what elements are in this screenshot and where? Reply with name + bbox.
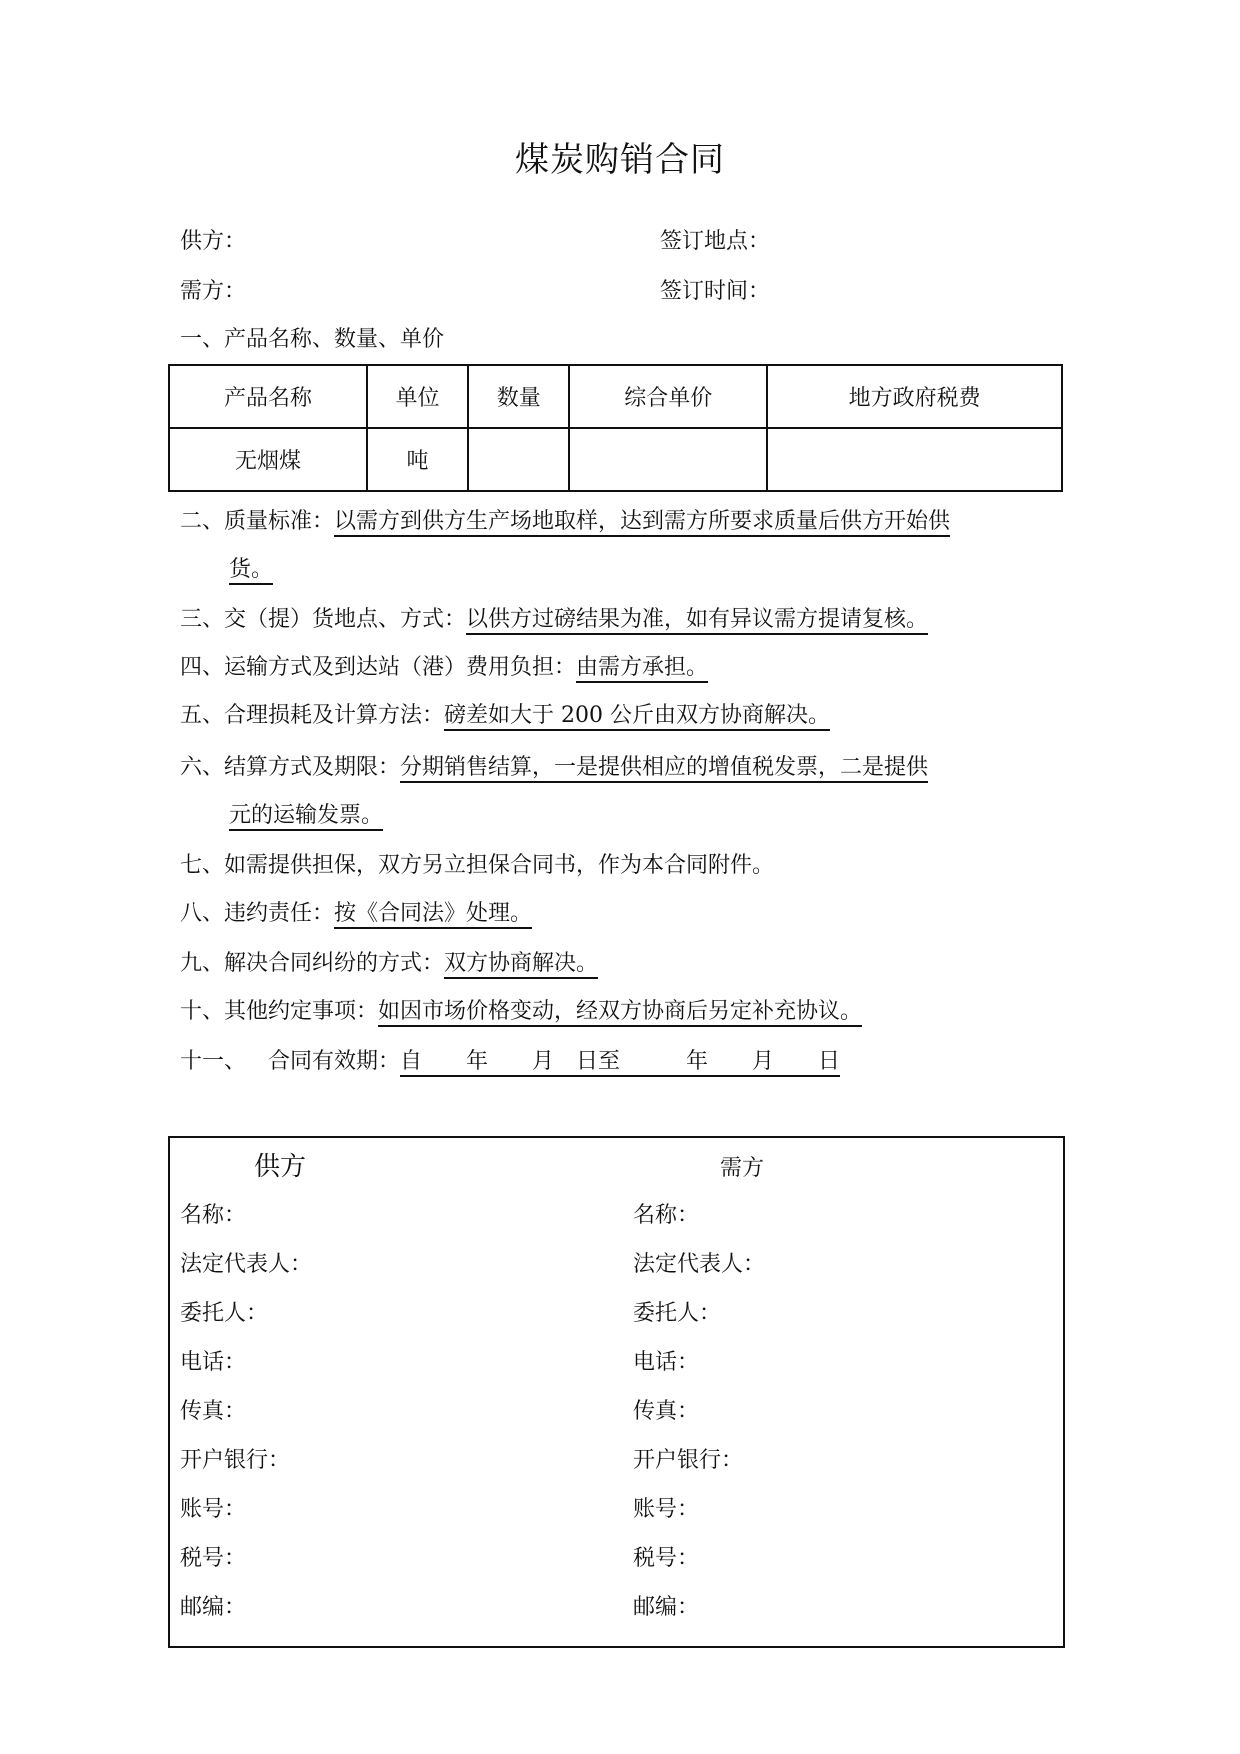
supplier-field: 电话： bbox=[180, 1350, 247, 1375]
clause-2-label: 二、质量标准： bbox=[180, 509, 335, 534]
table-cell: 无烟煤 bbox=[169, 428, 367, 491]
table-cell bbox=[569, 428, 767, 491]
party-info-box bbox=[168, 1136, 1065, 1648]
clause-4-label: 四、运输方式及到达站（港）费用负担： bbox=[180, 655, 577, 680]
table-cell: 吨 bbox=[367, 428, 468, 491]
clause-3 bbox=[180, 604, 928, 636]
clause-2-continued bbox=[229, 554, 273, 586]
supplier-field: 邮编： bbox=[180, 1595, 247, 1620]
clause-3-label: 三、交（提）货地点、方式： bbox=[180, 607, 467, 632]
clause-6-continued bbox=[229, 800, 383, 832]
clause-6-text: 分期销售结算，一是提供相应的增值税发票，二是提供 bbox=[400, 755, 928, 783]
clause-7: 七、如需提供担保，双方另立担保合同书，作为本合同附件。 bbox=[180, 853, 775, 878]
supplier-field: 名称： bbox=[180, 1203, 247, 1228]
table-header-row bbox=[169, 365, 1062, 428]
buyer-field: 电话： bbox=[633, 1350, 700, 1375]
clause-9-label: 九、解决合同纠纷的方式： bbox=[180, 951, 445, 976]
clause-11-label: 十一、 bbox=[180, 1049, 247, 1074]
table-cell bbox=[468, 428, 569, 491]
product-table bbox=[168, 364, 1063, 492]
table-header-cell: 产品名称 bbox=[169, 365, 367, 428]
clause-6 bbox=[180, 752, 928, 784]
clause-9-text: 双方协商解决。 bbox=[444, 951, 598, 979]
table-header-cell: 数量 bbox=[468, 365, 569, 428]
buyer-field: 法定代表人： bbox=[633, 1252, 766, 1277]
clause-3-text: 以供方过磅结果为准，如有异议需方提请复核。 bbox=[466, 607, 928, 635]
clause-2 bbox=[180, 506, 950, 538]
clause-4-text: 由需方承担。 bbox=[576, 655, 708, 683]
clause-10-label: 十、其他约定事项： bbox=[180, 999, 379, 1024]
buyer-field: 邮编： bbox=[633, 1595, 700, 1620]
clause-2-text-cont: 货。 bbox=[229, 557, 273, 585]
clause-11 bbox=[180, 1046, 840, 1078]
supplier-field: 账号： bbox=[180, 1497, 247, 1522]
sign-time-label: 签订时间： bbox=[660, 279, 771, 304]
supplier-field: 委托人： bbox=[180, 1301, 269, 1326]
buyer-field: 税号： bbox=[633, 1546, 700, 1571]
supplier-field: 传真： bbox=[180, 1399, 247, 1424]
clause-8-text: 按《合同法》处理。 bbox=[334, 901, 532, 929]
buyer-field: 名称： bbox=[633, 1203, 700, 1228]
table-header-cell: 单位 bbox=[367, 365, 468, 428]
table-header-cell: 综合单价 bbox=[569, 365, 767, 428]
buyer-field: 委托人： bbox=[633, 1301, 722, 1326]
buyer-heading: 需方 bbox=[720, 1156, 765, 1181]
document-title: 煤炭购销合同 bbox=[515, 140, 725, 180]
clause-10 bbox=[180, 996, 862, 1028]
clause-10-text: 如因市场价格变动，经双方协商后另定补充协议。 bbox=[378, 999, 862, 1027]
table-cell bbox=[767, 428, 1062, 491]
clause-6-text-cont: 元的运输发票。 bbox=[229, 803, 383, 831]
clause-5 bbox=[180, 700, 830, 732]
buyer-field: 账号： bbox=[633, 1497, 700, 1522]
clause-9 bbox=[180, 948, 598, 980]
table-header-cell: 地方政府税费 bbox=[767, 365, 1062, 428]
sign-place-label: 签订地点： bbox=[660, 229, 771, 254]
clause-5-text: 磅差如大于 200 公斤由双方协商解决。 bbox=[444, 703, 830, 731]
supplier-heading: 供方 bbox=[254, 1152, 307, 1182]
buyer-field: 开户银行： bbox=[633, 1448, 744, 1473]
table-row bbox=[169, 428, 1062, 491]
clause-8-label: 八、违约责任： bbox=[180, 901, 335, 926]
clause-11-sublabel: 合同有效期： bbox=[268, 1049, 401, 1074]
supplier-field: 法定代表人： bbox=[180, 1252, 313, 1277]
buyer-label: 需方： bbox=[180, 279, 247, 304]
clause-5-label: 五、合理损耗及计算方法： bbox=[180, 703, 445, 728]
clause-4 bbox=[180, 652, 708, 684]
clause-11-text: 自 年 月 日至 年 月 日 bbox=[400, 1049, 840, 1077]
supplier-label: 供方： bbox=[180, 229, 247, 254]
supplier-field: 开户银行： bbox=[180, 1448, 291, 1473]
supplier-field: 税号： bbox=[180, 1546, 247, 1571]
clause-6-label: 六、结算方式及期限： bbox=[180, 755, 401, 780]
clause-2-text: 以需方到供方生产场地取样，达到需方所要求质量后供方开始供 bbox=[334, 509, 950, 537]
clause-8 bbox=[180, 898, 532, 930]
section-1-heading: 一、产品名称、数量、单价 bbox=[180, 327, 445, 352]
buyer-field: 传真： bbox=[633, 1399, 700, 1424]
